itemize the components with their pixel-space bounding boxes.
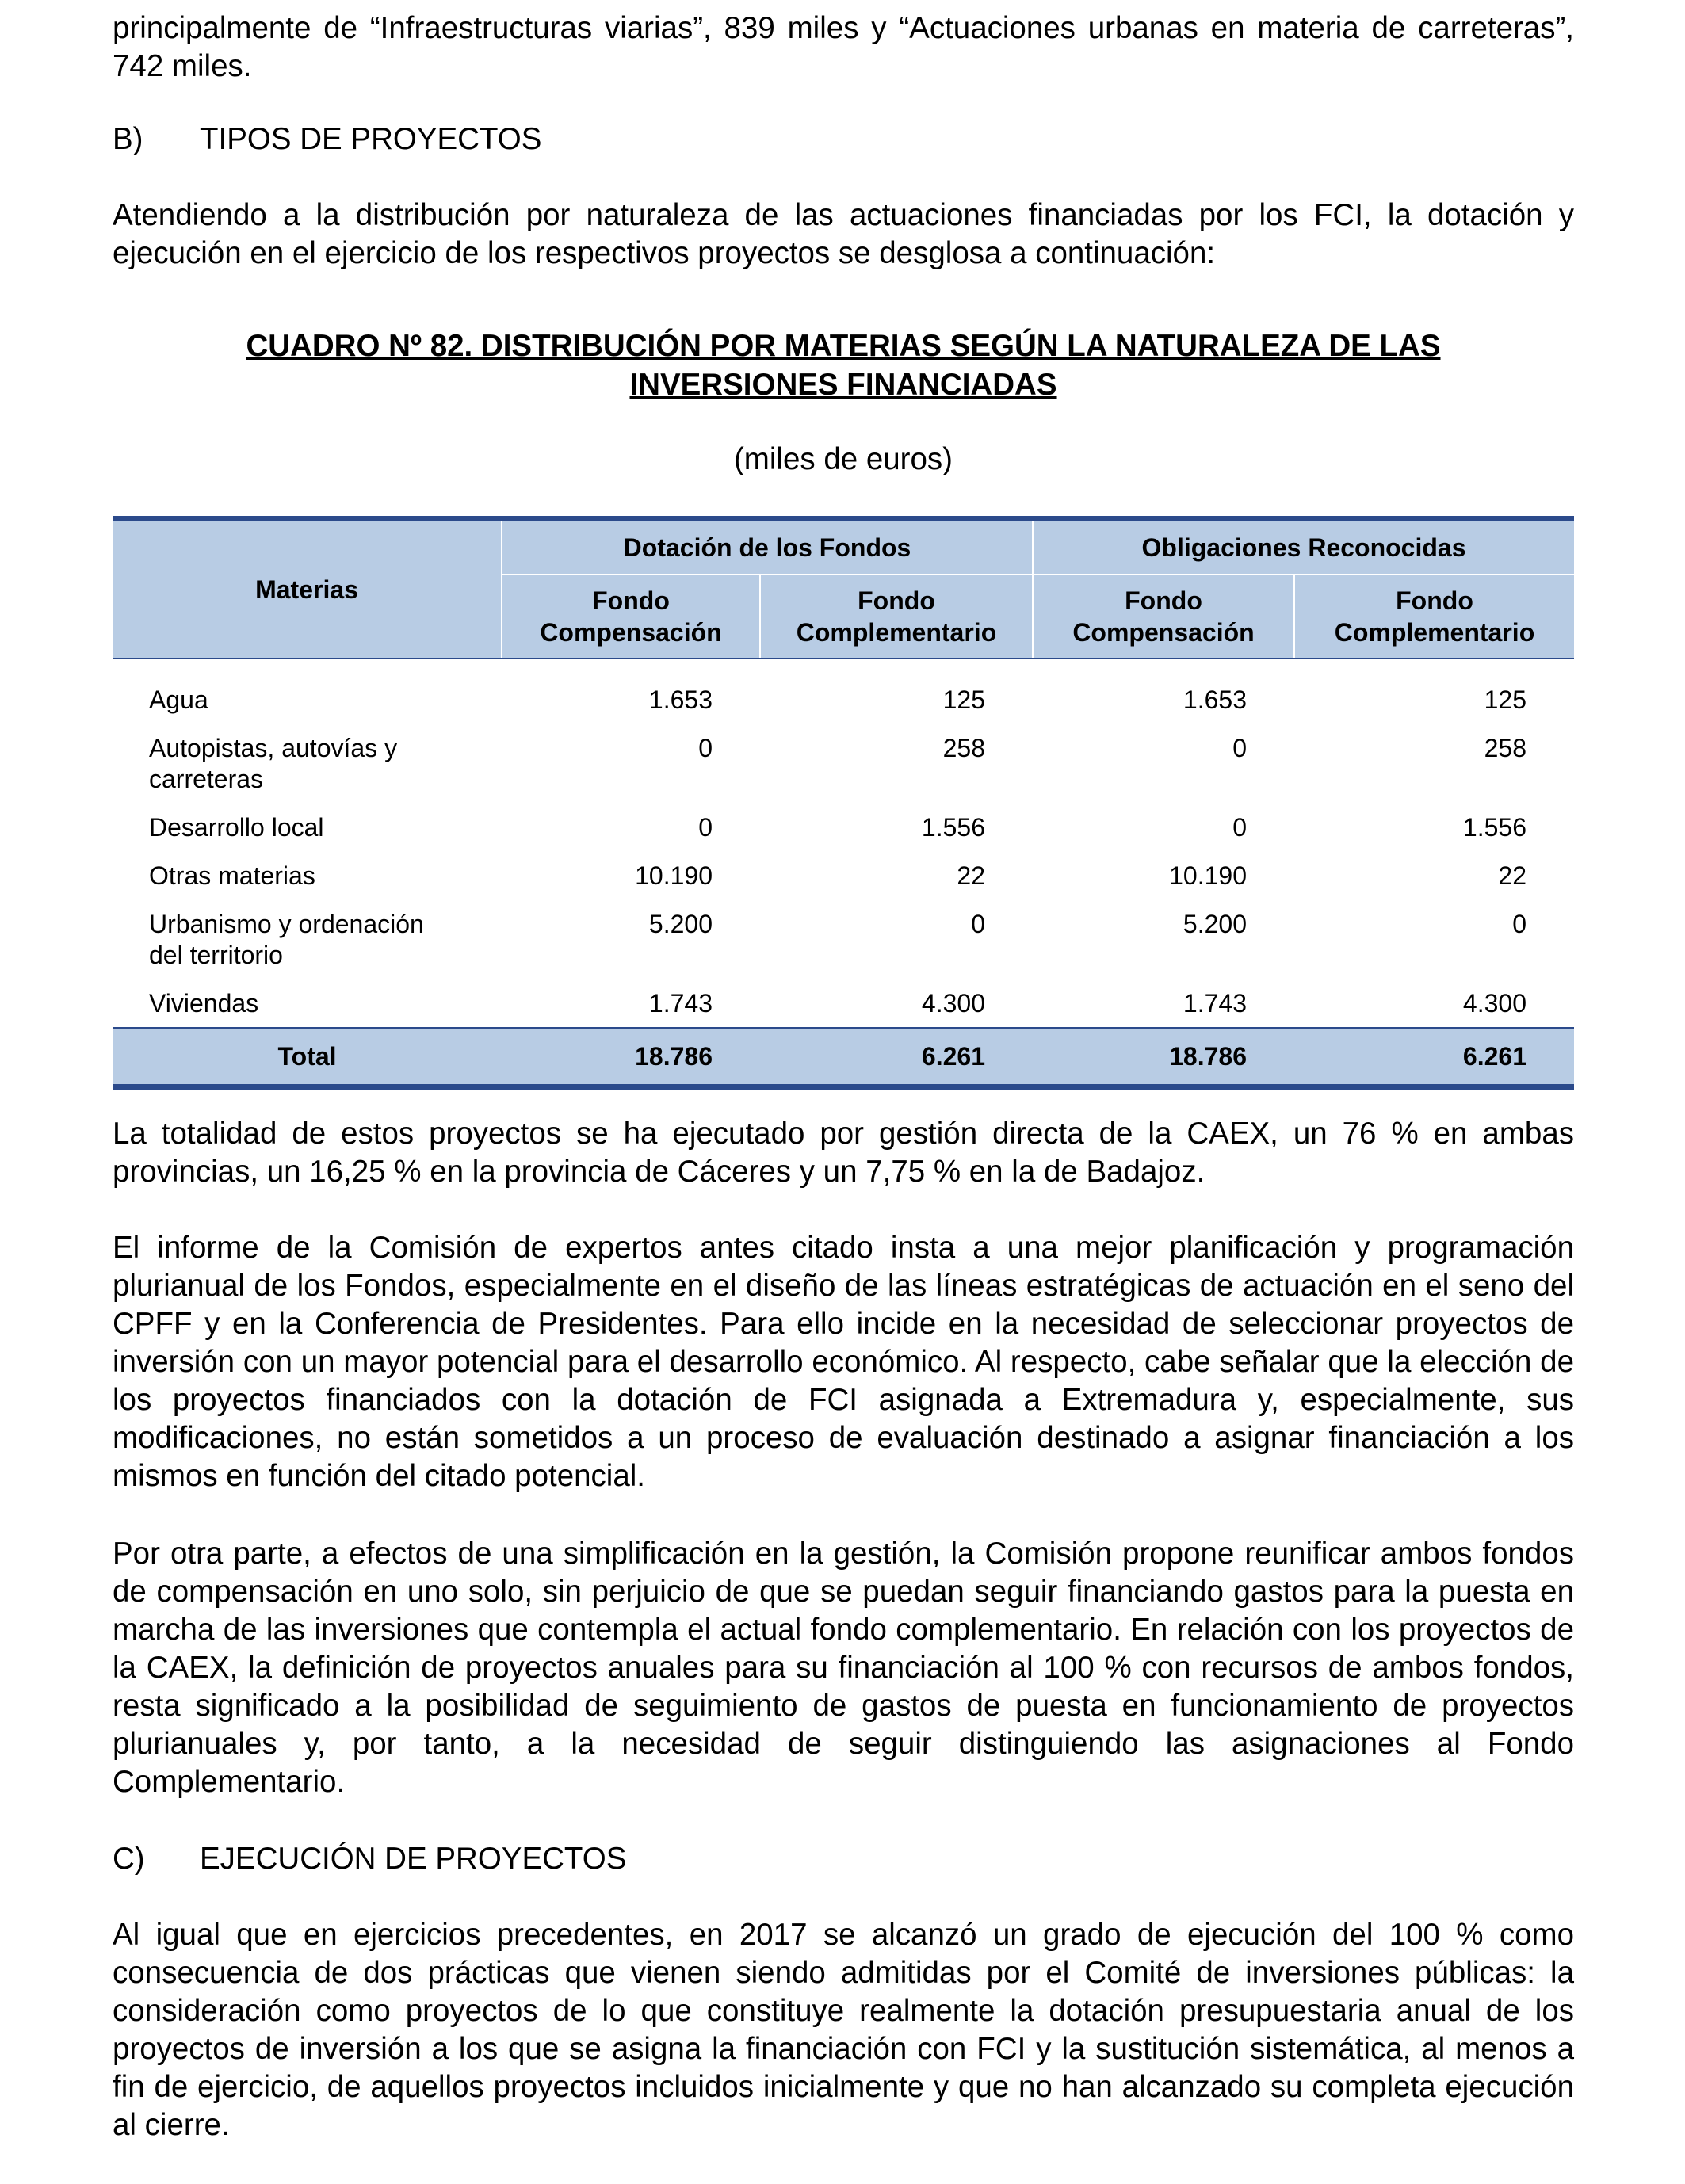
cell-total-value: 18.786 [1033,1028,1294,1087]
cell-value: 1.556 [921,813,985,842]
cell-value: 1.653 [1183,685,1247,714]
paragraph-informe: El informe de la Comisión de expertos antes citado insta a una mejor planificación y programación plurianual de los Fondos, especialmente en el diseño de las líneas estratégicas de actuación en el seno del CPFF y en la Conferencia de Presidentes. Para ello incide en la necesidad de seleccionar proyectos de inversión con un mayor potencial para el desarrollo económico. Al respecto, cabe señalar que la elección de los proyectos financiados con la dotación de FCI asignada a Extremadura y, especialmente, sus modificaciones, no están sometidos a un proceso de evaluación destinado a asignar financiación a los mismos en función del citado potencial. [113,1231,1574,1493]
cell-value: 258 [1484,734,1526,762]
table-units: (miles de euros) [733,442,953,476]
section-label: C) [113,1842,145,1876]
section-title: TIPOS DE PROYECTOS [200,122,542,156]
paragraph-ejecucion: Al igual que en ejercicios precedentes, en 2017 se alcanzó un grado de ejecución del 100 % como consecuencia de dos prácticas que vienen siendo admitidas por el Comité de inversiones públicas: la consideración como proyectos de lo que constituye realmente la dotación presupuestaria anual de los proyectos de inversión a los que se asigna la financiación con FCI y la sustitución sistemática, al menos a fin de ejercicio, de aquellos proyectos incluidos inicialmente y que no han alcanzado su completa ejecución al cierre. [113,1918,1574,2142]
cell-value: 0 [1512,910,1526,938]
cell-materia [113,724,502,803]
materia-line: Viviendas [149,989,259,1018]
header-line: Compensación [1072,618,1255,647]
cell-materia [113,675,502,724]
cell-total-label: Total [113,1028,502,1087]
header-materias: Materias [113,519,502,659]
materia-line: carreteras [149,765,264,793]
cell-value: 4.300 [921,989,985,1018]
cell-value: 125 [1484,685,1526,714]
cell-value: 22 [957,861,985,890]
cell-value: 125 [942,685,985,714]
table-row [113,899,1574,979]
cell-value: 5.200 [1183,910,1247,938]
header-fondo-complementario [760,575,1033,659]
header-line: Compensación [540,618,722,647]
header-line: Complementario [1334,618,1535,647]
cell-value: 1.743 [1183,989,1247,1018]
cell-value: 22 [1498,861,1526,890]
header-line: Fondo [1125,586,1202,615]
table-title-line: CUADRO Nº 82. DISTRIBUCIÓN POR MATERIAS SEGÚN LA NATURALEZA DE LAS [246,329,1441,363]
cell-materia [113,899,502,979]
table-title [113,326,1574,404]
cell-value: 10.190 [635,861,713,890]
cell-total-value: 6.261 [1294,1028,1574,1087]
table-total-row [113,1028,1574,1087]
header-fondo-complementario [1294,575,1574,659]
header-line: Fondo [858,586,935,615]
table-row [113,724,1574,803]
cell-value: 0 [1232,813,1247,842]
header-line: Fondo [592,586,670,615]
section-heading-b [113,120,541,158]
paragraph-distribution: Atendiendo a la distribución por naturaleza de las actuaciones financiadas por los FCI, la dotación y ejecución en el ejercicio de los respectivos proyectos se desglosa a continuación: [113,198,1574,270]
paragraph-intro: principalmente de “Infraestructuras viarias”, 839 miles y “Actuaciones urbanas en materia de carreteras”, 742 miles. [113,11,1574,83]
materias-table [113,516,1574,1090]
table-title-line: INVERSIONES FINANCIADAS [629,368,1057,402]
section-title: EJECUCIÓN DE PROYECTOS [200,1842,627,1876]
materia-line: Autopistas, autovías y [149,734,398,762]
paragraph-simplificacion: Por otra parte, a efectos de una simplificación en la gestión, la Comisión propone reunificar ambos fondos de compensación en uno solo, sin perjuicio de que se puedan seguir financiando gastos para la puesta en marcha de las inversiones que contempla el actual fondo complementario. En relación con los proyectos de la CAEX, la definición de proyectos anuales para su financiación al 100 % con recursos de ambos fondos, resta significado a la posibilidad de seguimiento de gastos de puesta en funcionamiento de proyectos plurianuales y, por tanto, a la necesidad de seguir distinguiendo las asignaciones al Fondo Complementario. [113,1537,1574,1799]
header-fondo-compensacion [1033,575,1294,659]
table-row [113,851,1574,899]
header-fondo-compensacion [502,575,760,659]
cell-value: 1.653 [648,685,713,714]
materia-line: Otras materias [149,861,315,890]
cell-value: 5.200 [648,910,713,938]
cell-value: 1.556 [1462,813,1526,842]
table-spacer [113,659,1574,675]
cell-value: 0 [698,813,713,842]
cell-value: 0 [971,910,985,938]
table-row [113,675,1574,724]
cell-value: 0 [1232,734,1247,762]
materia-line: Agua [149,685,208,714]
table-row [113,979,1574,1028]
cell-value: 0 [698,734,713,762]
cell-value: 258 [942,734,985,762]
cell-total-value: 18.786 [502,1028,760,1087]
cell-materia [113,979,502,1028]
paragraph-gestion: La totalidad de estos proyectos se ha ejecutado por gestión directa de la CAEX, un 76 % en ambas provincias, un 16,25 % en la provincia de Cáceres y un 7,75 % en la de Badajoz. [113,1117,1574,1189]
cell-materia [113,851,502,899]
materia-line: Desarrollo local [149,813,324,842]
header-line: Fondo [1396,586,1473,615]
materia-line: del territorio [149,941,283,969]
section-heading-c [113,1840,626,1878]
materia-line: Urbanismo y ordenación [149,910,424,938]
header-group-dotacion: Dotación de los Fondos [502,519,1033,575]
cell-value: 4.300 [1462,989,1526,1018]
cell-value: 10.190 [1169,861,1247,890]
header-line: Complementario [796,618,997,647]
header-group-obligaciones: Obligaciones Reconocidas [1033,519,1574,575]
cell-value: 1.743 [648,989,713,1018]
cell-materia [113,803,502,851]
section-label: B) [113,122,143,156]
cell-total-value: 6.261 [760,1028,1033,1087]
table-row [113,803,1574,851]
